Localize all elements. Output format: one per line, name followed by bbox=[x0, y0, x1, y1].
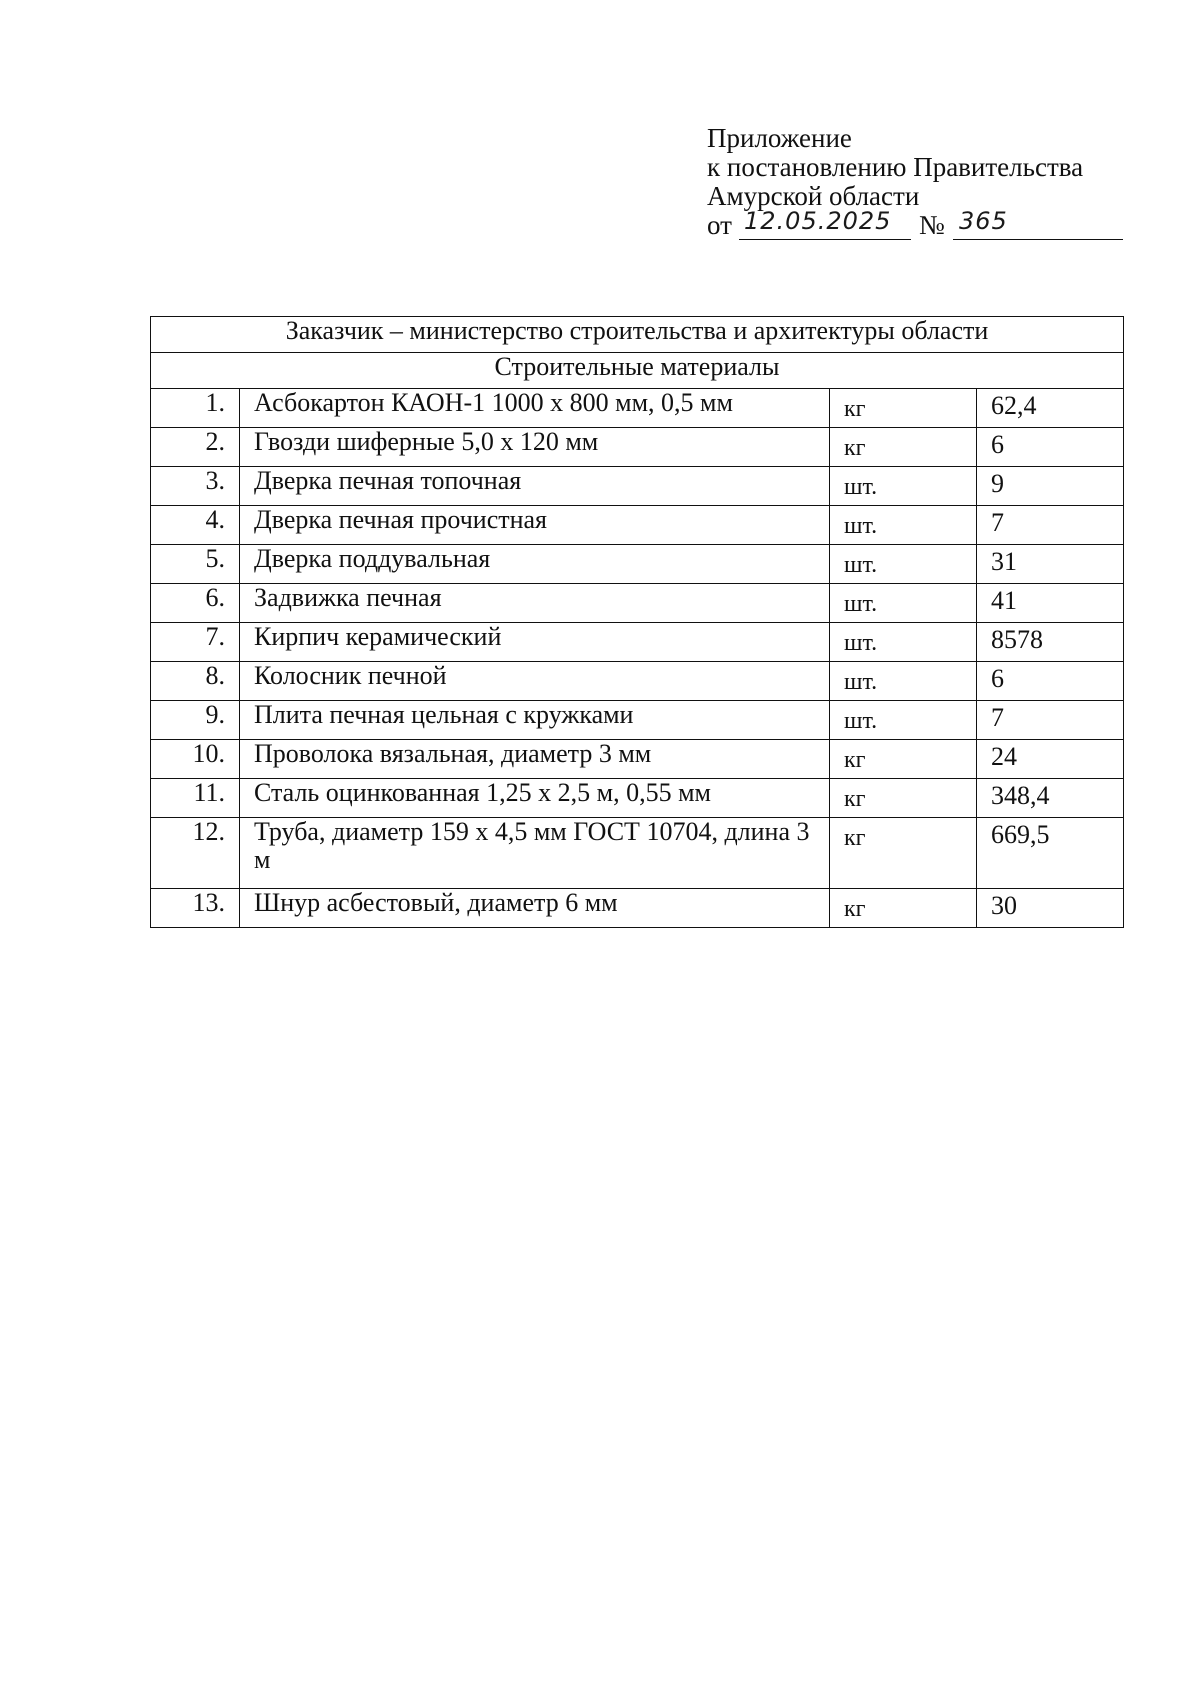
row-number: 6. bbox=[151, 584, 240, 623]
row-number: 13. bbox=[151, 889, 240, 928]
table-row bbox=[151, 584, 1124, 623]
table-row bbox=[151, 467, 1124, 506]
unit-of-measure: шт. bbox=[830, 506, 977, 545]
appendix-block bbox=[707, 124, 1127, 243]
table-row bbox=[151, 389, 1124, 428]
row-number: 9. bbox=[151, 701, 240, 740]
quantity: 9 bbox=[977, 467, 1124, 506]
appendix-resolution-line: к постановлению Правительства bbox=[707, 152, 1084, 182]
appendix-region-line: Амурской области bbox=[707, 181, 920, 211]
unit-of-measure: кг bbox=[830, 779, 977, 818]
quantity: 62,4 bbox=[977, 389, 1124, 428]
unit-of-measure: кг bbox=[830, 428, 977, 467]
table-row bbox=[151, 506, 1124, 545]
material-name: Дверка печная прочистная bbox=[240, 506, 830, 545]
quantity: 41 bbox=[977, 584, 1124, 623]
quantity: 30 bbox=[977, 889, 1124, 928]
row-number: 3. bbox=[151, 467, 240, 506]
unit-of-measure: шт. bbox=[830, 701, 977, 740]
material-name: Гвозди шиферные 5,0 х 120 мм bbox=[240, 428, 830, 467]
row-number: 5. bbox=[151, 545, 240, 584]
quantity: 7 bbox=[977, 701, 1124, 740]
row-number: 11. bbox=[151, 779, 240, 818]
quantity: 31 bbox=[977, 545, 1124, 584]
row-number: 8. bbox=[151, 662, 240, 701]
row-number: 10. bbox=[151, 740, 240, 779]
table-row bbox=[151, 818, 1124, 889]
quantity: 669,5 bbox=[977, 818, 1124, 889]
quantity: 6 bbox=[977, 428, 1124, 467]
handwritten-number: 365 bbox=[959, 207, 1008, 235]
material-name: Колосник печной bbox=[240, 662, 830, 701]
material-name: Шнур асбестовый, диаметр 6 мм bbox=[240, 889, 830, 928]
unit-of-measure: шт. bbox=[830, 584, 977, 623]
table-row bbox=[151, 545, 1124, 584]
unit-of-measure: шт. bbox=[830, 467, 977, 506]
quantity: 6 bbox=[977, 662, 1124, 701]
material-name: Дверка печная топочная bbox=[240, 467, 830, 506]
table-row bbox=[151, 623, 1124, 662]
unit-of-measure: шт. bbox=[830, 545, 977, 584]
handwritten-date: 12.05.2025 bbox=[744, 207, 892, 235]
row-number: 7. bbox=[151, 623, 240, 662]
material-name: Дверка поддувальная bbox=[240, 545, 830, 584]
unit-of-measure: шт. bbox=[830, 662, 977, 701]
row-number: 12. bbox=[151, 818, 240, 889]
appendix-date-number-line bbox=[707, 207, 1127, 243]
materials-table bbox=[150, 316, 1124, 928]
unit-of-measure: шт. bbox=[830, 623, 977, 662]
material-name: Труба, диаметр 159 х 4,5 мм ГОСТ 10704, длина 3 м bbox=[240, 818, 830, 889]
section-header: Строительные материалы bbox=[151, 353, 1124, 389]
quantity: 24 bbox=[977, 740, 1124, 779]
unit-of-measure: кг bbox=[830, 889, 977, 928]
unit-of-measure: кг bbox=[830, 740, 977, 779]
table-row bbox=[151, 740, 1124, 779]
appendix-title: Приложение bbox=[707, 123, 852, 153]
quantity: 348,4 bbox=[977, 779, 1124, 818]
table-row bbox=[151, 428, 1124, 467]
material-name: Задвижка печная bbox=[240, 584, 830, 623]
table-row bbox=[151, 662, 1124, 701]
number-label: № bbox=[919, 210, 945, 240]
from-label: от bbox=[707, 210, 732, 240]
row-number: 4. bbox=[151, 506, 240, 545]
customer-header: Заказчик – министерство строительства и архитектуры области bbox=[151, 317, 1124, 353]
row-number: 2. bbox=[151, 428, 240, 467]
quantity: 8578 bbox=[977, 623, 1124, 662]
quantity: 7 bbox=[977, 506, 1124, 545]
material-name: Сталь оцинкованная 1,25 х 2,5 м, 0,55 мм bbox=[240, 779, 830, 818]
unit-of-measure: кг bbox=[830, 818, 977, 889]
table-row bbox=[151, 889, 1124, 928]
table-row bbox=[151, 779, 1124, 818]
material-name: Асбокартон КАОН-1 1000 х 800 мм, 0,5 мм bbox=[240, 389, 830, 428]
material-name: Плита печная цельная с кружками bbox=[240, 701, 830, 740]
table-row bbox=[151, 701, 1124, 740]
unit-of-measure: кг bbox=[830, 389, 977, 428]
material-name: Кирпич керамический bbox=[240, 623, 830, 662]
material-name: Проволока вязальная, диаметр 3 мм bbox=[240, 740, 830, 779]
row-number: 1. bbox=[151, 389, 240, 428]
